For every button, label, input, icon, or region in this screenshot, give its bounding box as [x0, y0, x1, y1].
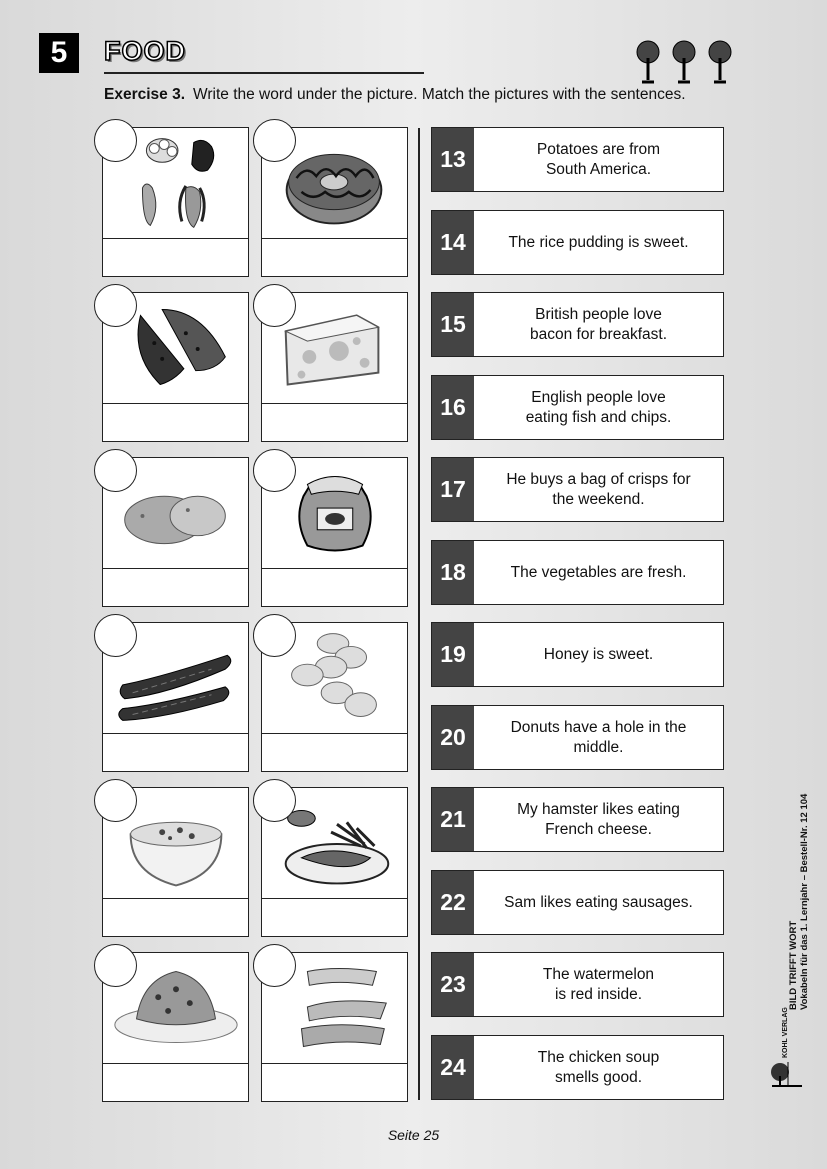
answer-write-field[interactable] — [262, 733, 407, 771]
sentence-card — [431, 787, 724, 852]
sentence-card — [431, 457, 724, 522]
sentence-card — [431, 952, 724, 1017]
sentence-card — [431, 622, 724, 687]
sentence-line-1: The rice pudding is sweet. — [508, 233, 689, 251]
column-divider — [418, 128, 420, 1100]
sentence-line-1: He buys a bag of crisps for — [506, 470, 691, 488]
sentence-number: 21 — [432, 788, 474, 851]
sentence-line-2: is red inside. — [554, 985, 642, 1003]
sentence-number: 17 — [432, 458, 474, 521]
chapter-number: 5 — [39, 33, 79, 73]
sentence-number: 14 — [432, 211, 474, 274]
answer-write-field[interactable] — [262, 568, 407, 606]
answer-number-circle[interactable] — [253, 944, 296, 987]
sentence-number: 19 — [432, 623, 474, 686]
answer-number-circle[interactable] — [253, 284, 296, 327]
sentence-line-2: French cheese. — [545, 820, 652, 838]
sentence-number: 15 — [432, 293, 474, 356]
publisher-name: KOHL VERLAG — [782, 1007, 789, 1058]
answer-number-circle[interactable] — [253, 614, 296, 657]
answer-write-field[interactable] — [262, 1063, 407, 1101]
answer-write-field[interactable] — [103, 1063, 248, 1101]
answer-number-circle[interactable] — [94, 449, 137, 492]
sentence-line-1: Sam likes eating sausages. — [504, 893, 693, 911]
sentence-line-2: middle. — [573, 738, 624, 756]
title-underline — [104, 72, 424, 74]
sentence-card — [431, 375, 724, 440]
answer-write-field[interactable] — [103, 898, 248, 936]
side-imprint — [788, 794, 810, 1010]
sentence-line-2: eating fish and chips. — [525, 408, 672, 426]
sentence-text — [474, 376, 723, 439]
sentence-text — [474, 871, 723, 934]
sentence-text — [474, 458, 723, 521]
sentence-number: 13 — [432, 128, 474, 191]
answer-number-circle[interactable] — [253, 779, 296, 822]
sentence-text — [474, 1036, 723, 1099]
sentence-line-1: Potatoes are from — [536, 140, 661, 158]
answer-write-field[interactable] — [262, 898, 407, 936]
answer-number-circle[interactable] — [94, 284, 137, 327]
answer-write-field[interactable] — [103, 733, 248, 771]
answer-number-circle[interactable] — [94, 944, 137, 987]
sentence-text — [474, 953, 723, 1016]
side-imprint-title: BILD TRIFFT WORT — [788, 920, 799, 1010]
sentence-card — [431, 292, 724, 357]
sentence-line-1: My hamster likes eating — [517, 800, 680, 818]
sentence-line-1: Honey is sweet. — [543, 645, 654, 663]
trees-icon — [630, 38, 740, 84]
sentence-number: 20 — [432, 706, 474, 769]
sentence-line-2: the weekend. — [552, 490, 645, 508]
sentence-card — [431, 210, 724, 275]
exercise-label: Exercise 3. — [104, 86, 186, 103]
sentence-line-1: English people love — [531, 388, 666, 406]
answer-number-circle[interactable] — [94, 119, 137, 162]
sentence-text — [474, 706, 723, 769]
answer-number-circle[interactable] — [253, 449, 296, 492]
answer-number-circle[interactable] — [94, 779, 137, 822]
sentence-card — [431, 540, 724, 605]
sentence-text — [474, 128, 723, 191]
sentence-number: 24 — [432, 1036, 474, 1099]
sentence-line-2: bacon for breakfast. — [530, 325, 667, 343]
answer-number-circle[interactable] — [253, 119, 296, 162]
sentence-line-1: British people love — [535, 305, 662, 323]
page-title: FOOD — [104, 36, 186, 66]
sentence-line-2: smells good. — [554, 1068, 642, 1086]
sentence-card — [431, 127, 724, 192]
sentence-number: 23 — [432, 953, 474, 1016]
sentence-line-1: The chicken soup — [537, 1048, 660, 1066]
sentence-line-1: The vegetables are fresh. — [510, 563, 687, 581]
side-imprint-order: Vokabeln für das 1. Lernjahr – Bestell-Nr. 12 104 — [799, 793, 810, 1010]
sentence-text — [474, 293, 723, 356]
page-number: Seite 25 — [387, 1127, 440, 1143]
answer-write-field[interactable] — [103, 238, 248, 276]
sentence-card — [431, 870, 724, 935]
exercise-instructions — [104, 86, 686, 104]
sentence-line-1: Donuts have a hole in the — [510, 718, 687, 736]
answer-write-field[interactable] — [103, 568, 248, 606]
sentence-text — [474, 623, 723, 686]
sentence-line-2: South America. — [545, 160, 652, 178]
sentence-number: 18 — [432, 541, 474, 604]
sentence-text — [474, 211, 723, 274]
sentence-number: 16 — [432, 376, 474, 439]
sentence-card — [431, 1035, 724, 1100]
exercise-text: Write the word under the picture. Match the pictures with the sentences. — [193, 86, 686, 103]
answer-write-field[interactable] — [262, 403, 407, 441]
sentence-line-1: The watermelon — [542, 965, 655, 983]
answer-write-field[interactable] — [262, 238, 407, 276]
answer-number-circle[interactable] — [94, 614, 137, 657]
sentence-number: 22 — [432, 871, 474, 934]
sentence-text — [474, 541, 723, 604]
answer-write-field[interactable] — [103, 403, 248, 441]
sentence-text — [474, 788, 723, 851]
sentence-card — [431, 705, 724, 770]
